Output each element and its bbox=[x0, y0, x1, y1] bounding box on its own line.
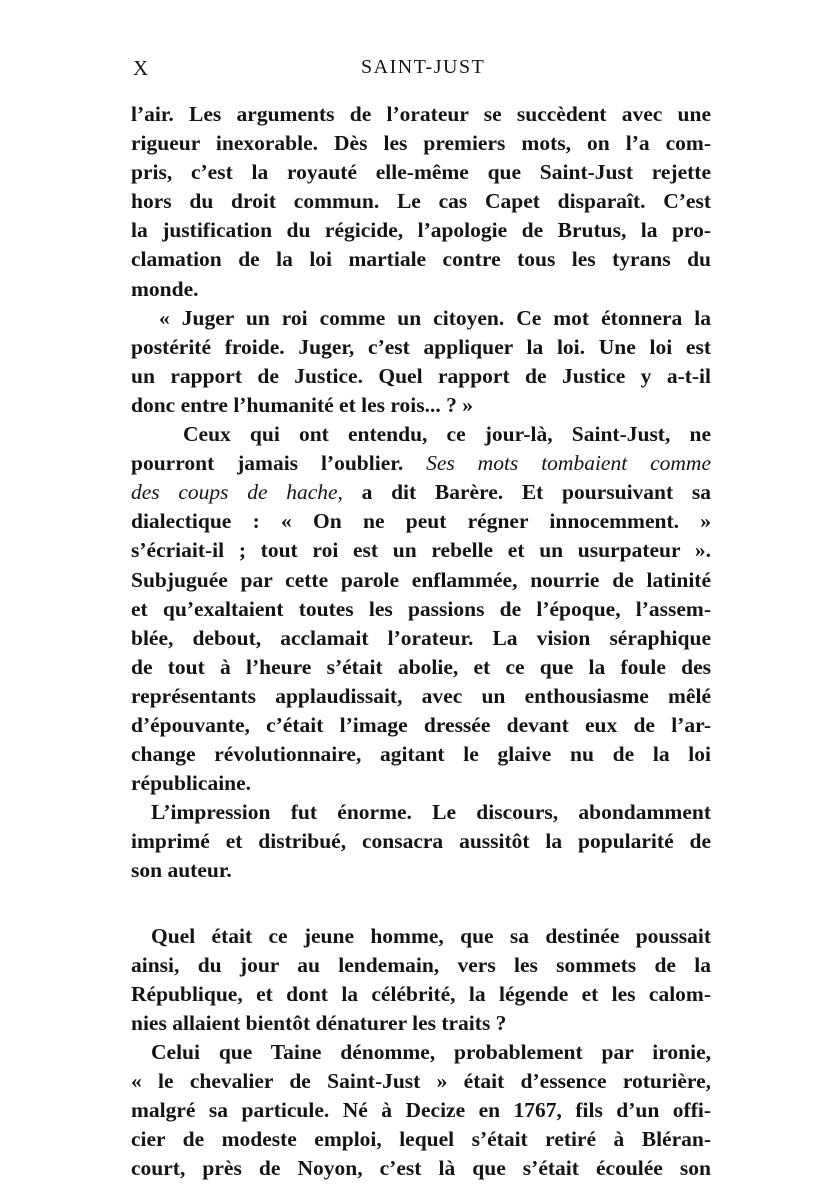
text-line: de tout à l’heure s’était abolie, et ce que la foule des bbox=[131, 654, 711, 679]
running-head bbox=[0, 56, 840, 86]
text-line bbox=[131, 478, 711, 507]
text-line: Ceux qui ont entendu, ce jour-là, Saint-Just, ne bbox=[183, 422, 711, 447]
text-line: court, près de Noyon, c’est là que s’était écoulée son bbox=[131, 1156, 711, 1181]
paragraph bbox=[131, 100, 711, 304]
text-line: monde. bbox=[131, 276, 199, 301]
text-line: et qu’exaltaient toutes les passions de l’époque, l’assem- bbox=[131, 596, 711, 621]
text-line: un rapport de Justice. Quel rapport de Justice y a-t-il bbox=[131, 363, 711, 388]
text-line: blée, debout, acclamait l’orateur. La vision séraphique bbox=[131, 625, 711, 650]
text-line: Celui que Taine dénomme, probablement par ironie, bbox=[151, 1039, 711, 1064]
paragraph bbox=[131, 1038, 711, 1183]
body-text bbox=[131, 100, 711, 1183]
text-line: pris, c’est la royauté elle-même que Saint-Just rejette bbox=[131, 160, 711, 185]
text-line: L’impression fut énorme. Le discours, abondamment bbox=[151, 800, 711, 825]
text-line: donc entre l’humanité et les rois... ? » bbox=[131, 392, 473, 417]
text-line: représentants applaudissait, avec un enthousiasme mêlé bbox=[131, 683, 711, 708]
page-number: X bbox=[133, 56, 150, 80]
paragraph bbox=[131, 922, 711, 1038]
text-line: République, et dont la célébrité, la légende et les calom- bbox=[131, 981, 711, 1006]
text-segment: pourront jamais l’oublier. bbox=[131, 451, 427, 476]
text-line: rigueur inexorable. Dès les premiers mots, on l’a com- bbox=[131, 131, 711, 156]
quotation-paragraph bbox=[131, 304, 711, 420]
text-line: cier de modeste emploi, lequel s’était retiré à Bléran- bbox=[131, 1127, 711, 1152]
text-line: son auteur. bbox=[131, 858, 232, 883]
text-line: change révolutionnaire, agitant le glaive nu de la loi bbox=[131, 742, 711, 767]
text-line bbox=[131, 449, 711, 478]
text-line: Subjuguée par cette parole enflammée, nourrie de latinité bbox=[131, 567, 711, 592]
text-line: malgré sa particule. Né à Decize en 1767, fils d’un offi- bbox=[131, 1098, 711, 1123]
text-line: imprimé et distribué, consacra aussitôt la popularité de bbox=[131, 829, 711, 854]
text-line: nies allaient bientôt dénaturer les traits ? bbox=[131, 1010, 507, 1035]
text-line: postérité froide. Juger, c’est appliquer la loi. Une loi est bbox=[131, 334, 711, 359]
paragraph bbox=[131, 798, 711, 885]
text-line: d’épouvante, c’était l’image dressée devant eux de l’ar- bbox=[131, 712, 711, 737]
text-line: l’air. Les arguments de l’orateur se succèdent avec une bbox=[131, 102, 711, 126]
text-line: ainsi, du jour au lendemain, vers les sommets de la bbox=[131, 952, 711, 977]
paragraph bbox=[131, 420, 711, 798]
text-line: hors du droit commun. Le cas Capet disparaît. C’est bbox=[131, 189, 711, 214]
text-line: « Juger un roi comme un citoyen. Ce mot étonnera la bbox=[159, 305, 711, 330]
text-line: Quel était ce jeune homme, que sa destinée poussait bbox=[151, 923, 711, 948]
text-line: s’écriait-il ; tout roi est un rebelle et un usurpateur ». bbox=[131, 538, 711, 563]
text-line: « le chevalier de Saint-Just » était d’essence roturière, bbox=[131, 1069, 711, 1093]
section-break bbox=[131, 886, 711, 922]
text-line: la justification du régicide, l’apologie de Brutus, la pro- bbox=[131, 218, 711, 243]
italic-quote: Ses mots tombaient comme bbox=[426, 451, 711, 476]
text-line: clamation de la loi martiale contre tous les tyrans du bbox=[131, 247, 711, 272]
running-title: SAINT-JUST bbox=[361, 56, 486, 78]
text-line: républicaine. bbox=[131, 771, 252, 796]
text-line: dialectique : « On ne peut régner innocemment. » bbox=[131, 509, 711, 534]
italic-quote: des coups de hache, bbox=[131, 480, 343, 505]
text-segment: a dit Barère. Et poursuivant sa bbox=[342, 480, 711, 505]
